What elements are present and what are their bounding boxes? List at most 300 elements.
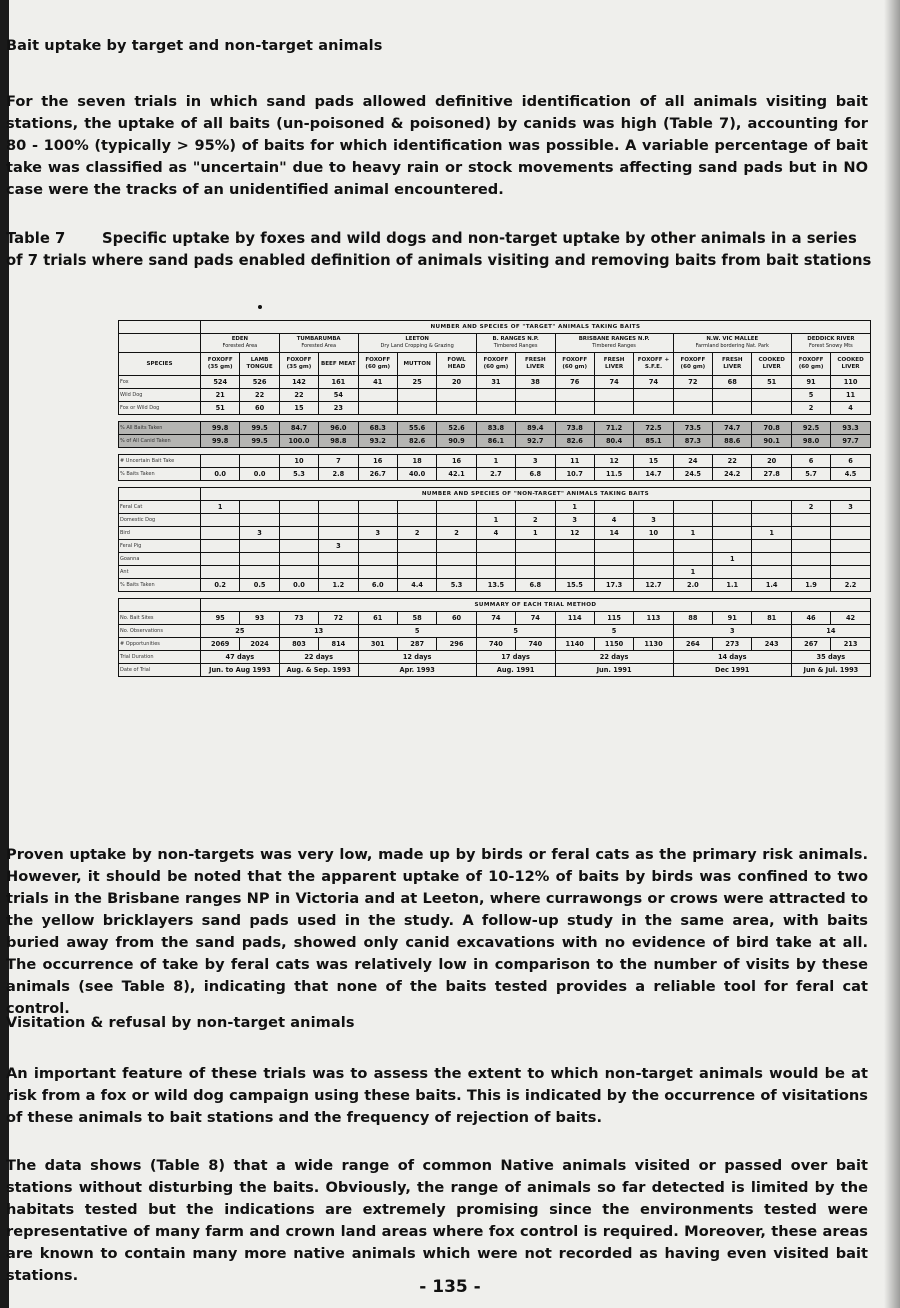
table-cell xyxy=(791,527,830,540)
table-cell: 4 xyxy=(594,514,633,527)
table-cell xyxy=(752,389,791,402)
trial-group-habitat: Forested Area xyxy=(222,343,258,349)
table-cell: 31 xyxy=(476,376,515,389)
summary-row xyxy=(119,651,871,664)
table-cell xyxy=(752,553,791,566)
table-cell: 5.3 xyxy=(279,468,318,481)
trial-group-habitat: Forest Snowy Mts xyxy=(808,343,853,349)
target-row xyxy=(119,402,871,415)
table-cell: 3 xyxy=(240,527,279,540)
table-cell: 12.7 xyxy=(634,579,673,592)
table-cell: 93.3 xyxy=(831,422,871,435)
table-lead-cell xyxy=(119,321,201,334)
table-section-header xyxy=(119,321,871,334)
bait-type-header: FOXOFF (35 gm) xyxy=(201,353,240,376)
table-cell xyxy=(713,514,752,527)
summary-cell: 267 xyxy=(791,638,830,651)
uncertain-row xyxy=(119,468,871,481)
table-cell xyxy=(831,553,871,566)
summary-cell: 803 xyxy=(279,638,318,651)
summary-cell: 296 xyxy=(437,638,476,651)
table-cell: 3 xyxy=(634,514,673,527)
table-cell: 1 xyxy=(476,514,515,527)
table-cell xyxy=(673,553,712,566)
summary-cell: 264 xyxy=(673,638,712,651)
summary-cell: 14 days xyxy=(673,651,791,664)
table-cell: 1.2 xyxy=(319,579,358,592)
table-cell xyxy=(713,540,752,553)
table-section-title: NUMBER AND SPECIES OF "NON-TARGET" ANIMALS TAKING BAITS xyxy=(201,488,871,501)
table-cell: 1.1 xyxy=(713,579,752,592)
trial-group-habitat: Timbered Ranges xyxy=(493,343,538,349)
summary-cell: 115 xyxy=(594,612,633,625)
trial-group-name: LEETON xyxy=(405,336,429,342)
table-cell xyxy=(594,540,633,553)
table-cell: 52.6 xyxy=(437,422,476,435)
summary-cell: 113 xyxy=(634,612,673,625)
table-cell: 2.2 xyxy=(831,579,871,592)
table-cell: 85.1 xyxy=(634,435,673,448)
table-cell: 15 xyxy=(634,455,673,468)
table-cell xyxy=(476,402,515,415)
table-cell xyxy=(713,501,752,514)
table-cell xyxy=(831,527,871,540)
summary-cell: 1140 xyxy=(555,638,594,651)
table-cell xyxy=(319,566,358,579)
table-cell xyxy=(279,527,318,540)
table-cell xyxy=(673,402,712,415)
summary-cell: Dec 1991 xyxy=(673,664,791,677)
summary-row xyxy=(119,625,871,638)
table-cell: 15.5 xyxy=(555,579,594,592)
summary-cell: 74 xyxy=(516,612,555,625)
pct-row xyxy=(119,422,871,435)
table-cell xyxy=(358,402,397,415)
summary-cell: Jun. 1991 xyxy=(555,664,673,677)
table-cell: 6 xyxy=(831,455,871,468)
table-cell: 55.6 xyxy=(397,422,436,435)
bait-type-header: BEEF MEAT xyxy=(319,353,358,376)
summary-cell: 5 xyxy=(358,625,476,638)
summary-cell: 814 xyxy=(319,638,358,651)
table-cell xyxy=(713,566,752,579)
table-cell: 93.2 xyxy=(358,435,397,448)
trial-group-name: EDEN xyxy=(231,336,249,342)
table-cell: 82.6 xyxy=(397,435,436,448)
table-cell xyxy=(201,566,240,579)
table-cell: 3 xyxy=(516,455,555,468)
trial-group-header xyxy=(358,334,476,353)
table-cell xyxy=(437,553,476,566)
table-cell: 27.8 xyxy=(752,468,791,481)
table-cell xyxy=(201,553,240,566)
table-cell xyxy=(713,389,752,402)
table-cell: 24.2 xyxy=(713,468,752,481)
table-cell xyxy=(476,389,515,402)
summary-cell: 243 xyxy=(752,638,791,651)
table-cell xyxy=(240,566,279,579)
table-cell: 1 xyxy=(713,553,752,566)
trial-group-header xyxy=(279,334,358,353)
table-cell xyxy=(201,455,240,468)
table-cell: 90.1 xyxy=(752,435,791,448)
nontarget-row-label: Feral Cat xyxy=(119,501,201,514)
bait-type-header: FOXOFF (60 gm) xyxy=(673,353,712,376)
table-cell: 11.5 xyxy=(594,468,633,481)
table-cell: 1.4 xyxy=(752,579,791,592)
table-cell: 14.7 xyxy=(634,468,673,481)
summary-cell: 73 xyxy=(279,612,318,625)
table-cell: 91 xyxy=(791,376,830,389)
table-cell: 4.4 xyxy=(397,579,436,592)
table-cell: 23 xyxy=(319,402,358,415)
table-cell xyxy=(752,501,791,514)
bait-type-header: MUTTON xyxy=(397,353,436,376)
summary-cell: 25 xyxy=(201,625,280,638)
nontarget-row xyxy=(119,514,871,527)
summary-cell: 42 xyxy=(831,612,871,625)
table-section-header xyxy=(119,599,871,612)
table-cell: 16 xyxy=(437,455,476,468)
table-cell xyxy=(555,402,594,415)
table-cell: 17.3 xyxy=(594,579,633,592)
pct-row xyxy=(119,435,871,448)
table-cell: 4 xyxy=(476,527,515,540)
table-spacer-cell xyxy=(119,415,871,422)
bait-type-header: FRESH LIVER xyxy=(516,353,555,376)
summary-cell: 22 days xyxy=(279,651,358,664)
table-cell: 14 xyxy=(594,527,633,540)
summary-cell: 17 days xyxy=(476,651,555,664)
bait-type-header: COOKED LIVER xyxy=(752,353,791,376)
table-cell: 99.8 xyxy=(201,435,240,448)
bullet-mark xyxy=(258,305,262,309)
table-cell xyxy=(516,402,555,415)
table-cell xyxy=(279,501,318,514)
trial-group-name: TUMBARUMBA xyxy=(296,336,341,342)
summary-cell: 1150 xyxy=(594,638,633,651)
table-cell xyxy=(437,389,476,402)
table-cell: 87.3 xyxy=(673,435,712,448)
trial-group-habitat: Timbered Ranges xyxy=(592,343,636,349)
table-cell: 3 xyxy=(831,501,871,514)
table-cell: 4 xyxy=(831,402,871,415)
nontarget-row xyxy=(119,540,871,553)
table-cell: 74 xyxy=(634,376,673,389)
table-cell: 72 xyxy=(673,376,712,389)
table-cell xyxy=(594,566,633,579)
summary-cell: 46 xyxy=(791,612,830,625)
table-cell xyxy=(673,501,712,514)
table-cell xyxy=(634,540,673,553)
table-cell xyxy=(791,540,830,553)
table-cell xyxy=(831,566,871,579)
table-cell: 526 xyxy=(240,376,279,389)
table-cell: 13.5 xyxy=(476,579,515,592)
table-cell: 12 xyxy=(594,455,633,468)
table-cell: 2.8 xyxy=(319,468,358,481)
trial-group-header xyxy=(673,334,791,353)
table-cell: 74.7 xyxy=(713,422,752,435)
trial-group-name: B. RANGES N.P. xyxy=(492,336,539,342)
table-cell: 20 xyxy=(437,376,476,389)
table-cell: 99.5 xyxy=(240,422,279,435)
table-cell: 72.5 xyxy=(634,422,673,435)
table-cell xyxy=(319,514,358,527)
table-cell xyxy=(240,540,279,553)
table-cell: 73.8 xyxy=(555,422,594,435)
table-cell xyxy=(516,501,555,514)
table-cell xyxy=(594,501,633,514)
table-cell: 3 xyxy=(358,527,397,540)
table-cell xyxy=(476,501,515,514)
pct-row-label: % All Baits Taken xyxy=(119,422,201,435)
table-cell: 1 xyxy=(673,566,712,579)
table-cell: 5 xyxy=(791,389,830,402)
summary-cell: 58 xyxy=(397,612,436,625)
table-cell xyxy=(240,501,279,514)
table-cell: 22 xyxy=(279,389,318,402)
summary-cell: 93 xyxy=(240,612,279,625)
table-cell: 0.5 xyxy=(240,579,279,592)
summary-cell: 95 xyxy=(201,612,240,625)
table-caption-text: Specific uptake by foxes and wild dogs and non-target uptake by other animals in a series of 7 trials where sand pads enabled definition of animals visiting and removing baits from bait stations xyxy=(6,230,872,269)
nontarget-row-label: Ant xyxy=(119,566,201,579)
table-cell xyxy=(516,553,555,566)
trial-group-header xyxy=(201,334,280,353)
table-cell xyxy=(673,389,712,402)
table-cell: 68.3 xyxy=(358,422,397,435)
table-cell: 161 xyxy=(319,376,358,389)
summary-cell: 2069 xyxy=(201,638,240,651)
trial-group-habitat: Farmland bordering Nat. Park xyxy=(695,343,769,349)
table-cell xyxy=(516,566,555,579)
table-cell xyxy=(358,566,397,579)
nontarget-row xyxy=(119,553,871,566)
table-cell xyxy=(240,514,279,527)
table-cell xyxy=(634,402,673,415)
summary-cell: Jun & Jul. 1993 xyxy=(791,664,870,677)
bait-type-header: FRESH LIVER xyxy=(713,353,752,376)
table-cell: 0.0 xyxy=(201,468,240,481)
table-cell: 26.7 xyxy=(358,468,397,481)
table-cell xyxy=(673,514,712,527)
table-cell xyxy=(279,553,318,566)
summary-cell: 13 xyxy=(279,625,358,638)
paragraph-visitation: An important feature of these trials was to assess the extent to which non-target animals would be at risk from a fox or wild dog campaign using these baits. This is indicated by the occurrence of visitations of these animals to bait stations and the frequency of rejection of baits. xyxy=(6,1065,868,1126)
bait-type-header: COOKED LIVER xyxy=(831,353,871,376)
summary-cell: 287 xyxy=(397,638,436,651)
table-cell xyxy=(397,553,436,566)
table-cell: 99.8 xyxy=(201,422,240,435)
table-cell xyxy=(201,514,240,527)
table-cell: 6.8 xyxy=(516,579,555,592)
table-cell xyxy=(319,553,358,566)
table-cell: 70.8 xyxy=(752,422,791,435)
table-spacer xyxy=(119,481,871,488)
target-row-label: Fox xyxy=(119,376,201,389)
table-cell: 1 xyxy=(201,501,240,514)
table-cell xyxy=(476,540,515,553)
table-cell xyxy=(279,514,318,527)
summary-row-label: No. Bait Sites xyxy=(119,612,201,625)
table-cell: 2 xyxy=(791,402,830,415)
table-lead-cell xyxy=(119,334,201,353)
table-cell: 18 xyxy=(397,455,436,468)
table-cell: 0.2 xyxy=(201,579,240,592)
table-cell: 2 xyxy=(397,527,436,540)
summary-cell: 35 days xyxy=(791,651,870,664)
table-cell xyxy=(201,527,240,540)
bait-type-header: FOWL HEAD xyxy=(437,353,476,376)
bait-type-header: FOXOFF + S.F.E. xyxy=(634,353,673,376)
table-cell: 24 xyxy=(673,455,712,468)
table-cell xyxy=(319,501,358,514)
summary-cell: 2024 xyxy=(240,638,279,651)
summary-cell: Aug. & Sep. 1993 xyxy=(279,664,358,677)
table-cell: 11 xyxy=(555,455,594,468)
table-cell: 20 xyxy=(752,455,791,468)
summary-cell: 5 xyxy=(476,625,555,638)
table-cell xyxy=(634,389,673,402)
summary-cell: 5 xyxy=(555,625,673,638)
table-lead-cell xyxy=(119,488,201,501)
table-cell: 16 xyxy=(358,455,397,468)
table-cell xyxy=(791,514,830,527)
trial-group-header xyxy=(555,334,673,353)
nontarget-row xyxy=(119,527,871,540)
summary-cell: 22 days xyxy=(555,651,673,664)
summary-cell: 273 xyxy=(713,638,752,651)
table-cell xyxy=(397,402,436,415)
species-column-header: SPECIES xyxy=(119,353,201,376)
table-cell: 1 xyxy=(673,527,712,540)
table-cell: 97.7 xyxy=(831,435,871,448)
table-cell xyxy=(397,566,436,579)
table-cell xyxy=(713,402,752,415)
summary-cell: 12 days xyxy=(358,651,476,664)
table-cell: 60 xyxy=(240,402,279,415)
summary-cell: Jun. to Aug 1993 xyxy=(201,664,280,677)
table-cell xyxy=(358,540,397,553)
nontarget-row-label: Feral Pig xyxy=(119,540,201,553)
table-spacer xyxy=(119,415,871,422)
table-cell: 80.4 xyxy=(594,435,633,448)
table-cell: 98.8 xyxy=(319,435,358,448)
table-cell xyxy=(831,514,871,527)
table-cell xyxy=(397,501,436,514)
table-cell: 100.0 xyxy=(279,435,318,448)
table-spacer-cell xyxy=(119,592,871,599)
table-cell: 86.1 xyxy=(476,435,515,448)
summary-cell: 740 xyxy=(516,638,555,651)
table-cell: 96.0 xyxy=(319,422,358,435)
summary-row-label: No. Observations xyxy=(119,625,201,638)
summary-cell: 1130 xyxy=(634,638,673,651)
summary-cell: 81 xyxy=(752,612,791,625)
summary-cell: Apr. 1993 xyxy=(358,664,476,677)
table-cell xyxy=(831,540,871,553)
table-cell xyxy=(437,514,476,527)
summary-cell: 301 xyxy=(358,638,397,651)
table-cell xyxy=(594,389,633,402)
section-heading-visitation: Visitation & refusal by non-target animals xyxy=(6,1015,355,1031)
table-cell: 2.7 xyxy=(476,468,515,481)
page-number: - 135 - xyxy=(419,1277,481,1297)
summary-cell: 72 xyxy=(319,612,358,625)
table-cell xyxy=(476,566,515,579)
table-cell: 38 xyxy=(516,376,555,389)
table-cell: 24.5 xyxy=(673,468,712,481)
table-section-title: SUMMARY OF EACH TRIAL METHOD xyxy=(201,599,871,612)
table-cell: 6.8 xyxy=(516,468,555,481)
trial-group-name: BRISBANE RANGES N.P. xyxy=(578,336,650,342)
bait-type-header: FOXOFF (60 gm) xyxy=(476,353,515,376)
table-cell: 5.3 xyxy=(437,579,476,592)
summary-cell: 74 xyxy=(476,612,515,625)
section-heading-bait-uptake: Bait uptake by target and non-target animals xyxy=(6,38,383,54)
table-cell xyxy=(516,540,555,553)
table-cell xyxy=(476,553,515,566)
nontarget-row-label: Bird xyxy=(119,527,201,540)
table-cell xyxy=(201,540,240,553)
bait-type-header: FOXOFF (60 gm) xyxy=(555,353,594,376)
table-cell: 99.5 xyxy=(240,435,279,448)
table-cell xyxy=(358,501,397,514)
bait-type-header: FRESH LIVER xyxy=(594,353,633,376)
table-cell: 12 xyxy=(555,527,594,540)
table-cell xyxy=(437,540,476,553)
uncertain-row-label: # Uncertain Bait Take xyxy=(119,455,201,468)
table-cell: 2 xyxy=(791,501,830,514)
table-7 xyxy=(118,320,871,677)
summary-cell: Aug. 1991 xyxy=(476,664,555,677)
pct-row-label: % of All Canid Taken xyxy=(119,435,201,448)
table-cell xyxy=(634,566,673,579)
summary-cell: 14 xyxy=(791,625,870,638)
table-cell: 40.0 xyxy=(397,468,436,481)
target-row-label: Fox or Wild Dog xyxy=(119,402,201,415)
table-cell: 42.1 xyxy=(437,468,476,481)
table-cell xyxy=(240,455,279,468)
bait-type-header: FOXOFF (60 gm) xyxy=(358,353,397,376)
table-cell xyxy=(279,540,318,553)
table-spacer-cell xyxy=(119,448,871,455)
summary-row-label: Trial Duration xyxy=(119,651,201,664)
summary-cell: 114 xyxy=(555,612,594,625)
table-cell: 10 xyxy=(279,455,318,468)
table-cell: 82.6 xyxy=(555,435,594,448)
table-cell: 3 xyxy=(319,540,358,553)
table-cell xyxy=(752,514,791,527)
table-cell xyxy=(634,553,673,566)
summary-row xyxy=(119,612,871,625)
table-cell xyxy=(634,501,673,514)
table-bait-type-header xyxy=(119,353,871,376)
bait-type-header: FOXOFF (35 gm) xyxy=(279,353,318,376)
table-cell xyxy=(397,540,436,553)
table-cell: 89.4 xyxy=(516,422,555,435)
paragraph-native-animals: The data shows (Table 8) that a wide range of common Native animals visited or passed over bait stations without disturbing the baits. Obviously, the range of animals so far detected is limited by the habitats tested but the indications are extremely promising since the environments tested were representative of many farm and crown land areas where fox control is required. Moreover, these areas are known to contain many more native animals which were not recorded as having even visited bait stations. xyxy=(6,1157,868,1284)
paragraph-bait-uptake: For the seven trials in which sand pads allowed definitive identification of all animals visiting bait stations, the uptake of all baits (un-poisoned & poisoned) by canids was high (Table 7), accounting for 80 - 100% (typically > 95%) of baits for which identification was possible. A variable percentage of bait take was classified as "uncertain" due to heavy rain or stock movements affecting sand pads but in NO case were the tracks of an unidentified animal encountered. xyxy=(6,93,868,198)
summary-cell: 740 xyxy=(476,638,515,651)
table-cell: 6.0 xyxy=(358,579,397,592)
summary-cell: 47 days xyxy=(201,651,280,664)
table-cell: 2 xyxy=(437,527,476,540)
table-cell xyxy=(397,389,436,402)
table-spacer xyxy=(119,592,871,599)
table-cell: 90.9 xyxy=(437,435,476,448)
